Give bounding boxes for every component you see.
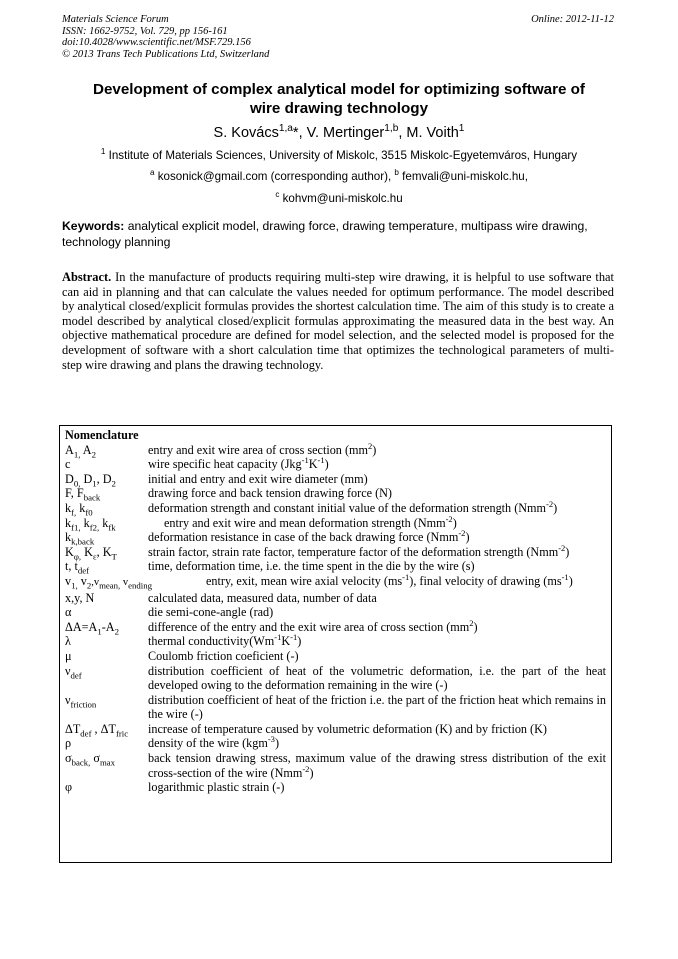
nomenclature-row [65,542,606,562]
description: calculated data, measured data, number of data [148,590,377,605]
description: density of the wire (kgm$^{-3}$) [148,734,279,751]
description: thermal $conductivity(Wm^{-1}K^{-1})$ [148,632,302,649]
symbol: t, $t_{def}$ [65,559,90,576]
description: Coulomb friction coeficient (-) [148,648,299,663]
description: die semi-cone-angle (rad) [148,605,274,620]
symbol: $K_{\varphi,}$ $K_\varepsilon$, $K_T$ [65,544,117,562]
nomenclature-row [65,617,606,637]
nomenclature-row [65,722,606,737]
affiliation [62,149,616,163]
symbol: $\Delta T_{def}$ , $\Delta T_{fric}$ [65,721,129,739]
description: difference of the entry and the exit wire area of cross section $(mm^2)$ [148,617,478,634]
description: initial and entry and exit wire diameter (mm) [148,471,368,486]
nomenclature-row [65,472,606,487]
description: entry and exit wire and mean deformation strength (Nmm$^{-2}$) [164,513,457,530]
paper-title [62,80,616,118]
symbol: μ [65,648,72,663]
author-3: , M. Voith [398,125,459,141]
journal-name: Materials Science Forum [62,14,169,25]
description: entry and exit wire area of cross section $(mm^2)$ [148,440,377,457]
symbol: ρ [65,736,72,751]
symbol: $k_{k,back}$ [65,530,95,547]
symbol: $D_{0,}$ $D_1$, $D_2$ [65,471,116,489]
author-1-affil: 1,a [278,123,293,135]
journal-header [62,14,269,60]
email-b: femvali@uni-miskolc.hu, [398,170,528,183]
abstract [62,270,614,372]
email-c: kohvm@uni-miskolc.hu [279,192,403,205]
email-a-sup: a [150,168,155,178]
nomenclature-row [65,649,606,664]
nomenclature-row [65,634,606,649]
description: deformation resistance in case of the back drawing force (Nmm$^{-2}$) [148,528,470,545]
nomenclature-row [65,693,606,722]
nomenclature-row [65,559,606,574]
description: deformation strength and constant initial value of the deformation strength (Nmm$^{-2}$) [148,498,558,515]
symbol: $\Delta A=A_1-A_2$ [65,619,119,637]
symbol: $A_{1,}$ $A_2$ [65,442,96,460]
description: back tension drawing stress, maximum value of the drawing stress distribution of the exit cross-section of the wire (Nmm$^{-2}$) [148,751,606,780]
nomenclature-row [65,736,606,751]
nomenclature-title: Nomenclature [65,428,139,442]
copyright-line: © 2013 Trans Tech Publications Ltd, Switzerland [62,48,270,60]
keywords [62,219,616,250]
description: logarithmic plastic strain (-) [148,780,285,795]
nomenclature-row [65,571,606,591]
author-3-affil: 1 [458,123,465,135]
symbol: $k_{f,}$ $k_{f0}$ [65,500,93,518]
keywords-text: analytical explicit model, drawing force, drawing temperature, multipass wire drawing, technology planning [62,219,588,249]
nomenclature-row [65,530,606,545]
symbol: φ [65,780,73,795]
nomenclature-row [65,605,606,620]
nomenclature-row [65,513,606,532]
email-c-sup: c [275,190,280,200]
description: distribution coefficient of heat of the friction i.e. the part of the friction heat which remains in the wire (-) [148,692,606,722]
description: increase of temperature caused by volumetric deformation (K) and by friction (K) [148,721,547,736]
nomenclature-row [65,591,606,606]
emails-line-2 [62,192,616,206]
author-1: S. Kovács [213,125,279,141]
abstract-label: Abstract. [62,270,112,284]
symbol: c [65,457,71,472]
nomenclature-row [65,780,606,795]
nomenclature-row [65,498,606,518]
emails [62,170,616,184]
description: wire specific heat capacity $(Jkg^{-1}K^{-1})$ [148,455,329,472]
nomenclature-row [65,751,606,780]
authors [62,124,616,142]
title-line-1: Development of complex analytical model for optimizing software of [93,81,585,98]
symbol: x,y, N [65,590,95,605]
nomenclature-row [65,486,606,501]
online-date: Online: 2012-11-12 [531,14,614,25]
issn-line: ISSN: 1662-9752, Vol. 729, pp 156-161 [62,25,228,37]
description: time, deformation time, i.e. the time spent in the die by the wire (s) [148,559,475,574]
symbol: F, $F_{back}$ [65,486,101,503]
symbol: $\nu_{friction}$ [65,692,97,710]
description: strain factor, strain rate factor, temperature factor of the deformation strength (Nmm$^{-2}$) [148,542,570,559]
email-b-sup: b [394,168,399,178]
symbol: α [65,605,72,620]
symbol: $v_{1,}$ $v_2,v_{mean,}$ $v_{ending}$ [65,573,152,591]
affiliation-text: Institute of Materials Sciences, University of Miskolc, 3515 Miskolc-Egyetemváros, Hungary [105,149,578,162]
symbol: λ [65,634,71,649]
nomenclature-row [65,664,606,693]
description: drawing force and back tension drawing force (N) [148,486,392,501]
author-2-affil: 1,b [384,123,399,135]
symbol: $\sigma_{back,}$ $\sigma_{max}$ [65,751,116,768]
doi-line: doi:10.4028/www.scientific.net/MSF.729.156 [62,37,251,49]
keywords-label: Keywords: [62,219,125,233]
title-line-2: wire drawing technology [249,100,429,117]
description: distribution coefficient of heat of the volumetric deformation, i.e. the part of the heat developed owing to the deformation remaining in the wire (-) [148,663,606,693]
symbol: $\nu_{def}$ [65,663,82,680]
abstract-text: In the manufacture of products requiring multi-step wire drawing, it is helpful to use software that can aid in planning and that can calculate the values needed for optimum performance. The model described by analytical closed/explicit formulas provides the shortest calculation time. The aim of this study is to create a model described by analytical closed/explicit formulas approximating the measured data in the best way. An objective mathematical procedure are defined for model selection, and the selected model is proposed for the development of software with a short calculation time that optimizes the technological parameters of multi-step wire drawing and plans the drawing technology. [62,270,614,372]
nomenclature-box [59,425,612,863]
affiliation-sup: 1 [100,147,106,157]
nomenclature-row [65,457,606,472]
email-a: kosonick@gmail.com (corresponding author), [154,170,395,183]
symbol: $k_{f1,}$ $k_{f2,}$ $k_{fk}$ [65,515,116,532]
nomenclature-row [65,440,606,460]
author-2: , V. Mertinger [298,125,385,141]
description: entry, exit, mean wire axial velocity $(ms^{-1})$, final velocity of drawing $(ms^{-1})$ [206,571,573,588]
corresponding-star: * [292,125,299,141]
